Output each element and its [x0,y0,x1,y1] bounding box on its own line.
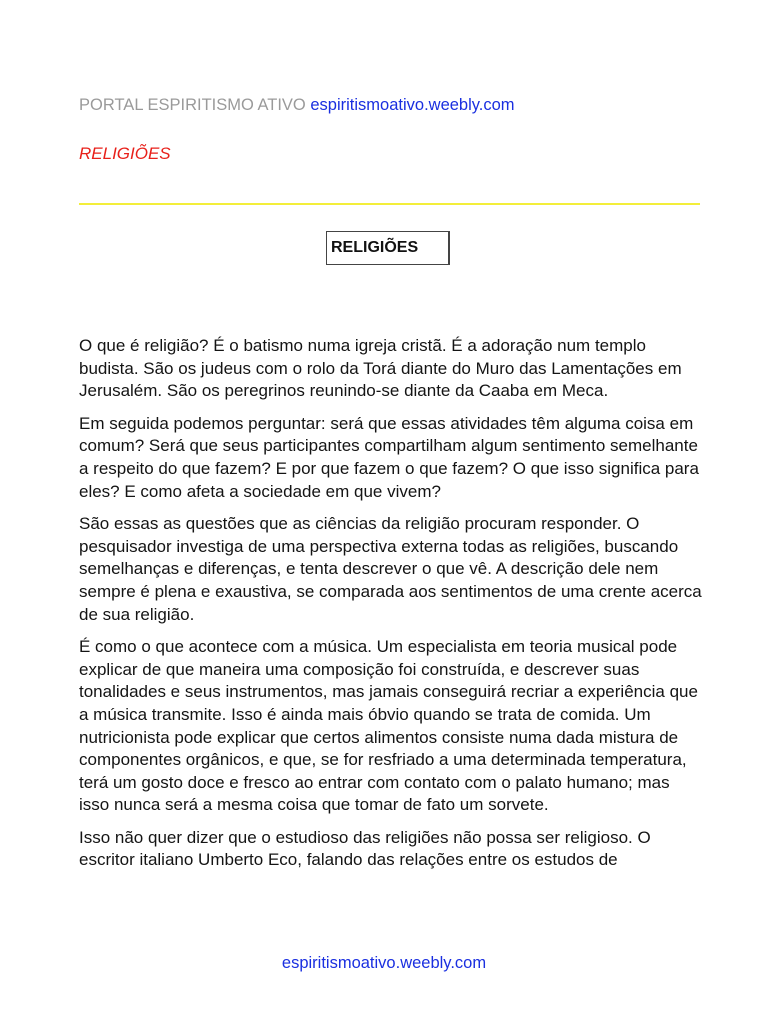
body-text [79,335,704,882]
paragraph: O que é religião? É o batismo numa igreja cristã. É a adoração num templo budista. São os judeus com o rolo da Torá diante do Muro das Lamentações em Jerusalém. São os peregrinos reunindo-se diante da Caaba em Meca. [79,336,682,401]
paragraph: É como o que acontece com a música. Um especialista em teoria musical pode explicar de que maneira uma composição foi construída, e descrever suas tonalidades e seus instrumentos, mas jamais conseguirá recriar a experiência que a música transmite. Isso é ainda mais óbvio quando se trata de comida. Um nutricionista pode explicar que certos alimentos consiste numa dada mistura de componentes orgânicos, e que, se for resfriado a uma determinada temperatura, terá um gosto doce e fresco ao entrar com contato com o palato humano; mas isso nunca será a mesma coisa que tomar de fato um sorvete. [79,637,698,815]
footer-site-link[interactable]: espiritismoativo.weebly.com [281,954,487,972]
paragraph: São essas as questões que as ciências da religião procuram responder. O pesquisador investiga de uma perspectiva externa todas as religiões, buscando semelhanças e diferenças, e tenta descrever o que vê. A descrição dele nem sempre é plena e exaustiva, se comparada aos sentimentos de uma crente acerca de sua religião. [79,514,702,624]
section-label: RELIGIÕES [79,144,171,163]
page-header [79,96,515,115]
title-box [326,231,450,265]
paragraph: Em seguida podemos perguntar: será que essas atividades têm alguma coisa em comum? Será que seus participantes compartilham algum sentimento semelhante a respeito do que fazem? E por que fazem o que fazem? O que isso significa para eles? E como afeta a sociedade em que vivem? [79,413,699,501]
divider [79,203,700,205]
header-site-link[interactable]: espiritismoativo.weebly.com [310,96,515,114]
document-title: RELIGIÕES [331,239,419,256]
page-footer [0,954,768,973]
portal-label: PORTAL ESPIRITISMO ATIVO [79,96,306,114]
paragraph: Isso não quer dizer que o estudioso das religiões não possa ser religioso. O escritor italiano Umberto Eco, falando das relações entre os estudos de [79,827,651,870]
